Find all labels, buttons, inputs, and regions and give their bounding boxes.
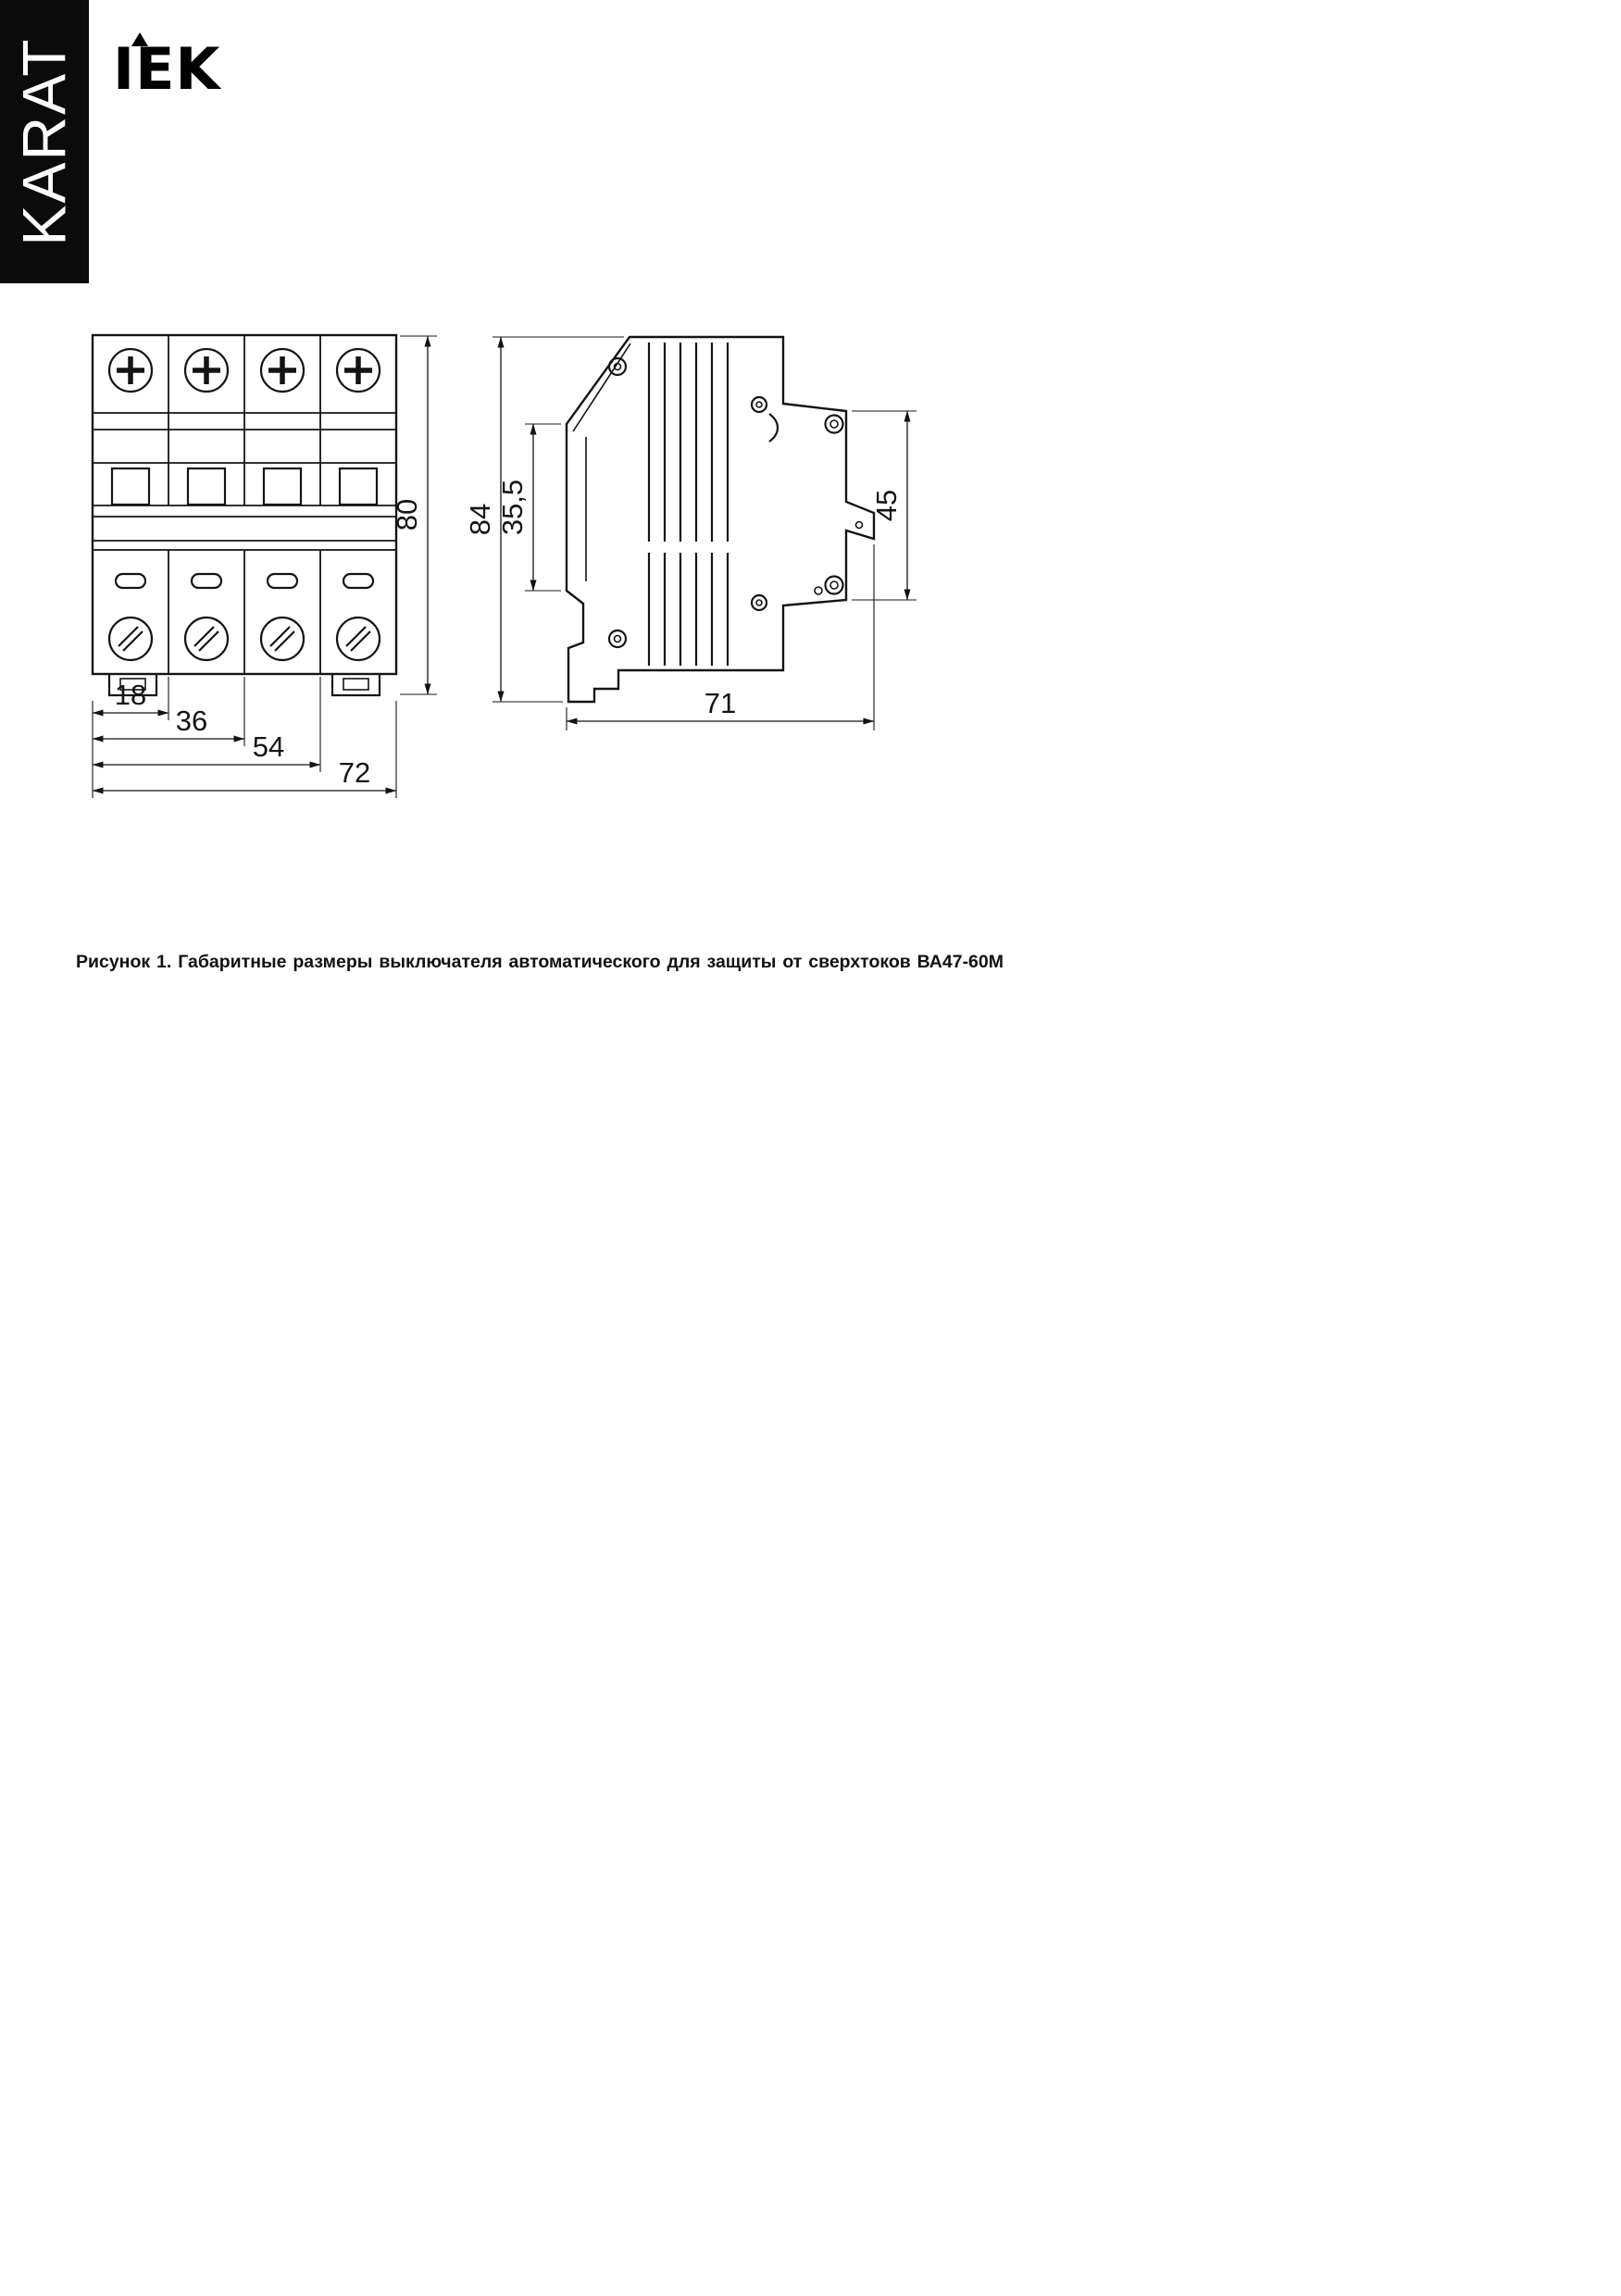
label-window (116, 574, 145, 588)
din-tab-right (332, 674, 380, 695)
label-window (268, 574, 297, 588)
toggle-lever (112, 468, 149, 505)
slotted-screw-icon (337, 618, 380, 660)
dim-label-84: 84 (464, 503, 496, 536)
rivet-holes (609, 358, 863, 647)
toggle-lever (340, 468, 377, 505)
phillips-screw-icon (185, 349, 228, 392)
side-view (567, 337, 874, 702)
dim-label-71: 71 (704, 687, 737, 719)
iek-logo-text: IEK (113, 35, 221, 103)
slotted-screw-icon (261, 618, 304, 660)
curved-slot (769, 414, 778, 442)
ventilation-slots-bottom (649, 553, 728, 666)
front-face-inner-slant (573, 343, 630, 431)
dim-label-72: 72 (338, 756, 371, 789)
dim-label-18: 18 (114, 679, 147, 711)
latch-hole (856, 522, 863, 529)
slotted-screw-icon (109, 618, 152, 660)
dim-label-45: 45 (870, 489, 903, 522)
phillips-screw-icon (261, 349, 304, 392)
dim-label-36: 36 (175, 705, 208, 737)
label-window (192, 574, 221, 588)
slotted-screw-icon (185, 618, 228, 660)
toggle-lever (264, 468, 301, 505)
front-view (93, 335, 396, 695)
dim-label-height-80: 80 (391, 498, 423, 531)
side-view-dimensions (464, 337, 916, 730)
phillips-screw-icon (337, 349, 380, 392)
ventilation-slots-top (649, 343, 728, 542)
karat-banner-text: KARAT (10, 37, 79, 246)
toggle-lever (188, 468, 225, 505)
dim-label-35-5: 35,5 (496, 479, 529, 536)
dimension-drawing (0, 0, 1621, 852)
phillips-screw-icon (109, 349, 152, 392)
side-view-outline (567, 337, 874, 702)
front-view-dimensions (93, 336, 437, 798)
figure-caption: Рисунок 1. Габаритные размеры выключателя автоматического для защиты от сверхтоков ВА47-60М (76, 952, 1004, 972)
small-hole (815, 587, 822, 594)
label-window (343, 574, 373, 588)
dim-label-54: 54 (252, 730, 285, 763)
